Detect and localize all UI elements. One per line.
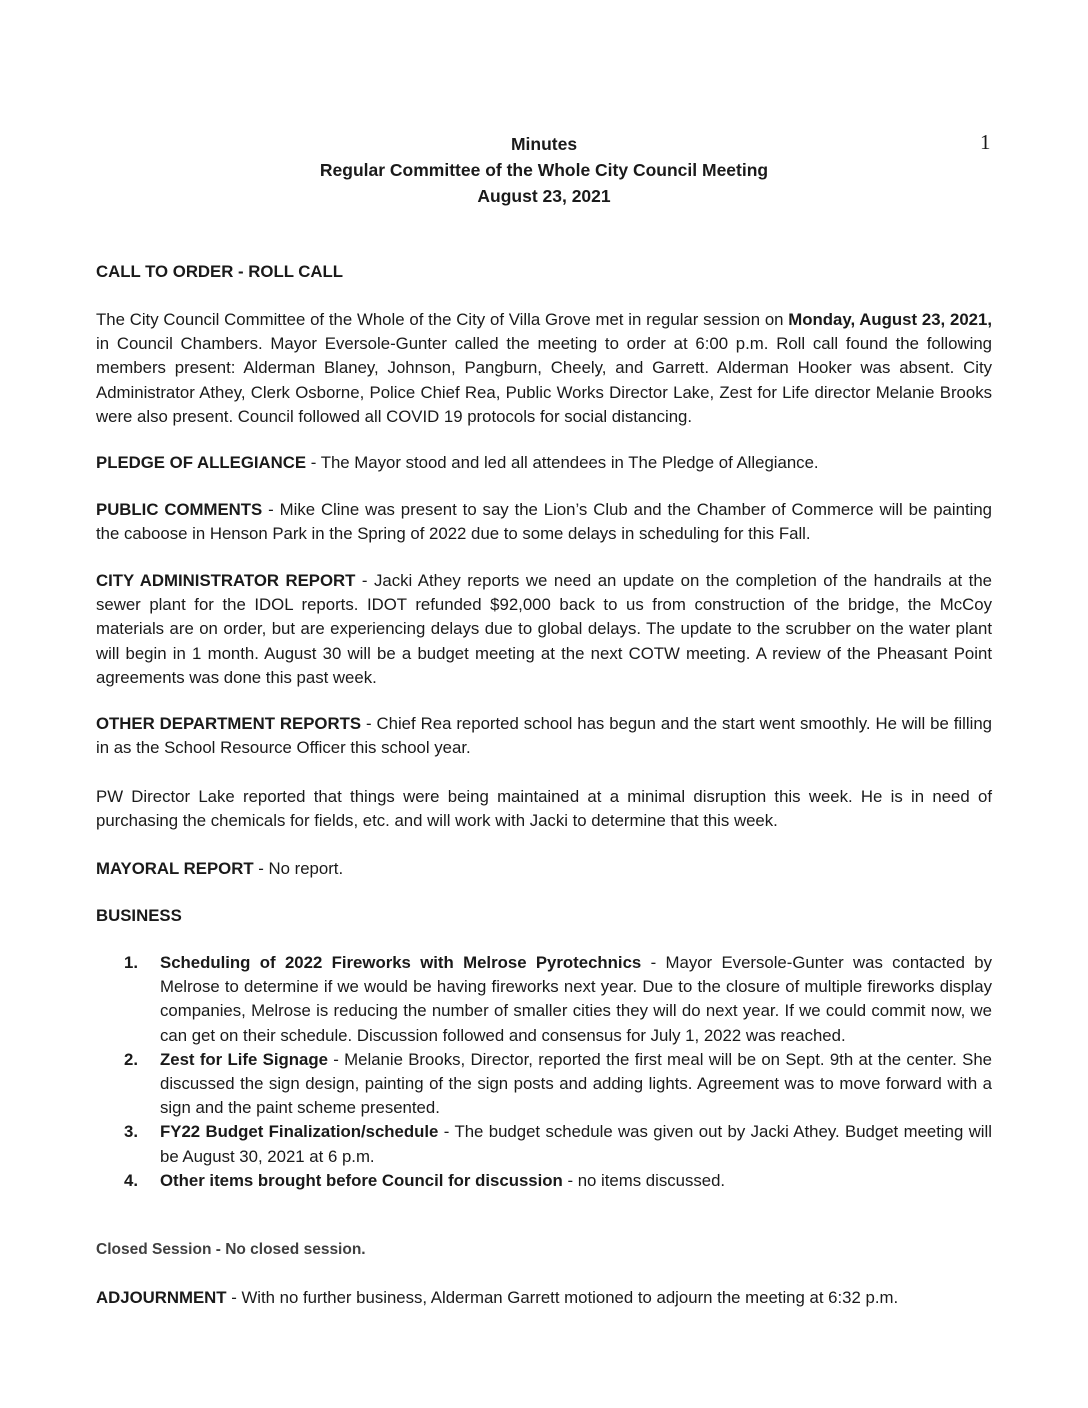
doc-date: August 23, 2021 bbox=[477, 186, 611, 206]
item-title: Scheduling of 2022 Fireworks with Melrose Pyrotechnics bbox=[160, 953, 642, 972]
pledge-text: - The Mayor stood and led all attendees in The Pledge of Allegiance. bbox=[306, 453, 819, 472]
item-number: 1. bbox=[124, 953, 138, 972]
list-item bbox=[124, 951, 992, 1048]
call-to-order-text-b: in Council Chambers. Mayor Eversole-Gunter called the meeting to order at 6:00 p.m. Roll call found the following members present: Alderman Blaney, Johnson, Pangburn, Cheely, and Garrett. Alderman Hooker was absent. City Administrator Athey, Clerk Osborne, Police Chief Rea, Public Works Director Lake, Zest for Life director Melanie Brooks were also present. Council followed all COVID 19 protocols for social distancing. bbox=[96, 334, 992, 426]
pledge-paragraph bbox=[96, 451, 992, 475]
city-admin-text: - Jacki Athey reports we need an update on the completion of the handrails at the sewer plant for the IDOL reports. IDOT refunded $92,000 back to us from construction of the bridge, the McCoy materials are on order, but are experiencing delays due to global delays. The update to the scrubber on the water plant will begin in 1 month. August 30 will be a budget meeting at the next COTW meeting. A review of the Pheasant Point agreements was done this past week. bbox=[96, 571, 993, 687]
pw-director-paragraph: PW Director Lake reported that things were being maintained at a minimal disruption this week. He is in need of purchasing the chemicals for fields, etc. and will work with Jacki to determine that this week. bbox=[96, 787, 992, 831]
call-to-order-text-a: The City Council Committee of the Whole of the City of Villa Grove met in regular session on bbox=[96, 310, 789, 329]
call-to-order-heading: CALL TO ORDER - ROLL CALL bbox=[96, 262, 344, 281]
other-dept-text: - Chief Rea reported school has begun and the start went smoothly. He will be filling in as the School Resource Officer this school year. bbox=[96, 714, 992, 758]
adjournment-heading: ADJOURNMENT bbox=[96, 1288, 227, 1307]
doc-subtitle: Regular Committee of the Whole City Council Meeting bbox=[319, 160, 769, 180]
closed-session-note: Closed Session - No closed session. bbox=[96, 1241, 366, 1258]
adjournment-text: - With no further business, Alderman Garrett motioned to adjourn the meeting at 6:32 p.m. bbox=[226, 1288, 899, 1307]
meeting-date-bold: Monday, August 23, 2021, bbox=[788, 310, 992, 329]
doc-title: Minutes bbox=[510, 134, 578, 154]
mayoral-paragraph bbox=[96, 857, 992, 881]
public-comments-paragraph bbox=[96, 498, 992, 546]
item-text: - Melanie Brooks, Director, reported the first meal will be on Sept. 9th at the center. She discussed the sign design, painting of the sign posts and adding lights. Agreement was to move forward with a sign and the paint scheme presented. bbox=[160, 1049, 992, 1118]
pledge-heading: PLEDGE OF ALLEGIANCE bbox=[96, 453, 307, 472]
other-dept-heading: OTHER DEPARTMENT REPORTS bbox=[96, 714, 362, 733]
city-admin-heading: CITY ADMINISTRATOR REPORT bbox=[96, 571, 356, 590]
public-comments-text: - Mike Cline was present to say the Lion’s Club and the Chamber of Commerce will be painting the caboose in Henson Park in the Spring of 2022 due to some delays in scheduling for this Fall. bbox=[96, 500, 993, 544]
item-number: 3. bbox=[124, 1122, 138, 1142]
city-admin-paragraph bbox=[96, 569, 992, 690]
list-item bbox=[124, 1120, 992, 1168]
item-text: - Mayor Eversole-Gunter was contacted by Melrose to determine if we would be having fireworks next year. Due to the closure of multiple fireworks display companies, Melrose is reducing the number of smaller cities they will do next year. If we could commit now, we can get on their schedule. Discussion followed and consensus for July 1, 2022 was reached. bbox=[160, 953, 992, 1045]
call-to-order-paragraph bbox=[96, 308, 992, 429]
item-number: 2. bbox=[124, 1049, 138, 1069]
business-list bbox=[124, 951, 992, 1193]
page-number: 1 bbox=[980, 130, 991, 154]
item-number: 4. bbox=[124, 1170, 138, 1190]
item-text: - The budget schedule was given out by Jacki Athey. Budget meeting will be August 30, 2021 at 6 p.m. bbox=[160, 1122, 992, 1166]
business-heading: BUSINESS bbox=[96, 906, 182, 925]
other-dept-paragraph bbox=[96, 712, 992, 760]
item-title: FY22 Budget Finalization/schedule bbox=[160, 1122, 439, 1142]
item-title: Other items brought before Council for discussion bbox=[160, 1170, 563, 1190]
item-text: - no items discussed. bbox=[562, 1170, 726, 1190]
document-header bbox=[0, 131, 1088, 209]
public-comments-heading: PUBLIC COMMENTS bbox=[96, 500, 263, 519]
adjournment-paragraph bbox=[96, 1286, 992, 1310]
list-item bbox=[124, 1048, 992, 1121]
item-title: Zest for Life Signage bbox=[160, 1049, 328, 1069]
mayoral-heading: MAYORAL REPORT bbox=[96, 859, 254, 878]
mayoral-text: - No report. bbox=[253, 859, 344, 878]
list-item bbox=[124, 1169, 992, 1193]
